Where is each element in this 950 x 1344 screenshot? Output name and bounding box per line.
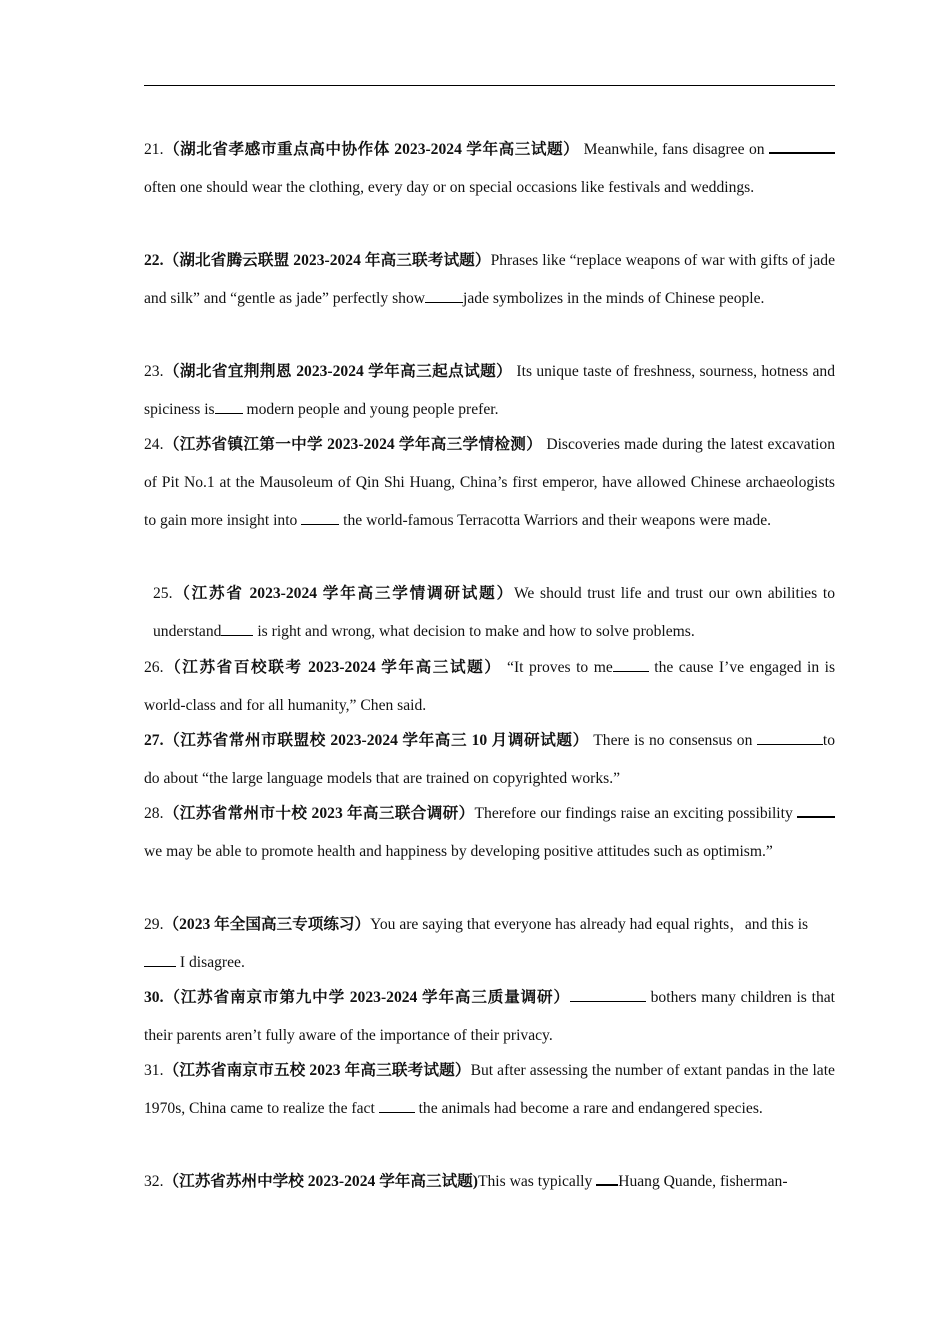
question-number: 24. (144, 436, 164, 453)
question-26 (144, 649, 835, 725)
question-number: 26. (144, 659, 164, 676)
question-text-after: we may be able to promote health and happiness by developing positive attitudes such as optimism.” (144, 843, 773, 860)
question-29 (144, 906, 824, 982)
answer-blank[interactable] (596, 1170, 618, 1186)
answer-blank[interactable] (570, 987, 646, 1002)
question-number: 31. (144, 1062, 164, 1079)
question-number: 32. (144, 1173, 164, 1190)
question-number: 25. (153, 585, 173, 602)
question-25 (153, 575, 835, 651)
question-number: 28. (144, 805, 164, 822)
question-source: （湖北省孝感市重点高中协作体 2023-2024 学年高三试题） (163, 141, 580, 158)
question-text-after: the world-famous Terracotta Warriors and their weapons were made. (339, 512, 772, 529)
question-text-before: You are saying that everyone has already had equal rights，and this is (370, 916, 809, 933)
question-source: （2023 年全国高三专项练习） (163, 916, 371, 933)
question-22 (144, 242, 835, 318)
question-number: 30. (144, 989, 164, 1006)
question-text-before: Phrases like “replace weapons of war with gifts of jade and silk” and “gentle as jade” perfectly show (144, 252, 835, 307)
answer-blank[interactable] (215, 399, 243, 414)
question-text-after: I disagree. (176, 954, 245, 971)
answer-blank[interactable] (769, 138, 835, 154)
question-text-before: Therefore our findings raise an exciting possibility (474, 805, 797, 822)
question-number: 23. (144, 363, 164, 380)
question-source: （江苏省苏州中学校 2023-2024 学年高三试题) (163, 1173, 478, 1190)
question-source: （江苏省镇江第一中学 2023-2024 学年高三学情检测） (163, 436, 543, 453)
question-24 (144, 426, 835, 540)
question-text-after: jade symbolizes in the minds of Chinese people. (463, 290, 765, 307)
question-text-after: is right and wrong, what decision to make and how to solve problems. (253, 623, 695, 640)
question-text-before: There is no consensus on (588, 732, 757, 749)
question-text-before: Discoveries made during the latest excavation of Pit No.1 at the Mausoleum of Qin Shi Huang, China’s first emperor, have allowed Chinese archaeologists to gain more insight into (144, 436, 835, 529)
question-source: （江苏省百校联考 2023-2024 学年高三试题） (163, 659, 502, 676)
question-source: （湖北省腾云联盟 2023-2024 年高三联考试题） (163, 252, 491, 269)
question-27 (144, 722, 835, 798)
question-number: 29. (144, 916, 164, 933)
question-31 (144, 1052, 835, 1128)
question-text-before: This was typically (477, 1173, 597, 1190)
question-number: 21. (144, 141, 164, 158)
question-source: （湖北省宜荆荆恩 2023-2024 学年高三起点试题） (163, 363, 513, 380)
question-32 (144, 1163, 835, 1201)
answer-blank[interactable] (144, 952, 176, 967)
answer-blank[interactable] (757, 730, 823, 745)
question-30 (144, 979, 835, 1055)
question-source: （江苏省南京市第九中学 2023-2024 学年高三质量调研） (163, 989, 570, 1006)
question-text-before: Meanwhile, fans disagree on (579, 141, 769, 158)
question-text-after: often one should wear the clothing, every day or on special occasions like festivals and weddings. (144, 179, 755, 196)
answer-blank[interactable] (221, 621, 253, 636)
question-text-after: to do about “the large language models that are trained on copyrighted works.” (144, 732, 835, 787)
question-number: 22. (144, 252, 164, 269)
question-source: （江苏省南京市五校 2023 年高三联考试题） (163, 1062, 471, 1079)
question-text-before: Its unique taste of freshness, sourness, hotness and spiciness is (144, 363, 835, 418)
answer-blank[interactable] (301, 510, 339, 525)
question-text-after: the cause I’ve engaged in is world-class and for all humanity,” Chen said. (144, 659, 836, 714)
question-text-after: bothers many children is that their parents aren’t fully aware of the importance of their privacy. (144, 989, 835, 1044)
question-21 (144, 131, 835, 207)
question-28 (144, 795, 835, 871)
question-number: 27. (144, 732, 164, 749)
answer-blank[interactable] (379, 1098, 415, 1113)
answer-blank[interactable] (797, 802, 835, 818)
question-23 (144, 353, 835, 429)
question-source: （江苏省常州市联盟校 2023-2024 学年高三 10 月调研试题） (163, 732, 589, 749)
question-source: （江苏省常州市十校 2023 年高三联合调研） (163, 805, 475, 822)
question-text-after: Huang Quande, fisherman- (618, 1173, 788, 1190)
question-text-before: But after assessing the number of extant pandas in the late 1970s, China came to realize the fact (144, 1062, 835, 1117)
question-text-before: “It proves to me (501, 659, 613, 676)
question-text-before: We should trust life and trust our own abilities to understand (153, 585, 835, 640)
answer-blank[interactable] (613, 657, 649, 672)
question-source: （江苏省 2023-2024 学年高三学情调研试题） (172, 585, 514, 602)
question-text-after: the animals had become a rare and endangered species. (414, 1100, 763, 1117)
answer-blank[interactable] (425, 288, 463, 303)
header-rule (144, 85, 835, 86)
question-text-after: modern people and young people prefer. (242, 401, 499, 418)
